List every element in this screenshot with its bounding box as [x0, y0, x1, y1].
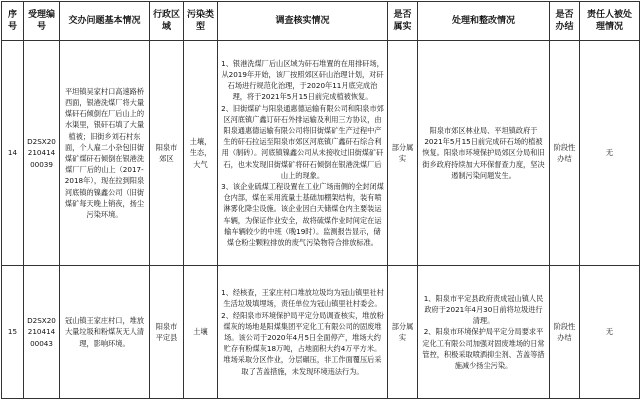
- cell-id: D2SX2021041400039: [24, 41, 60, 266]
- header-id: 受理编号: [24, 2, 60, 41]
- cell-accountable: 无: [580, 41, 640, 266]
- header-row: [2, 2, 640, 41]
- table-row: [2, 266, 640, 399]
- investigation-item: 1、银港洗煤厂后山区域为矸石堆置的在用排矸场，从2019年开始，该厂按照郊区矸山治理计划，对矸石场进行规范化治理，于2020年11月底完成治理，将于2021年5月15日前完成植被恢复。: [221, 58, 384, 102]
- header-handling: 处理和整改情况: [418, 2, 550, 41]
- cell-handling: 阳泉市郊区林业局、平坦镇政府于2021年5月15日前完成矸石场的植被恢复。阳泉市环境保护局郊区分局和旧街乡政府持续加大环保督查力度，坚决遏制污染问题发生。: [418, 41, 550, 266]
- investigation-item: 1、经核查，王家庄村口堆放垃圾均为冠山镇里社村生活垃圾填埋场，责任单位为冠山镇里社村委会。: [221, 288, 384, 309]
- cell-verified: 部分属实: [388, 266, 418, 399]
- cell-pollution: 土壤: [184, 266, 218, 399]
- investigation-item: 2、经阳泉市环境保护局平定分局调查核实，堆放粉煤灰的场地是阳煤集团平定化工有限公司的固废堆场。该公司于2020年4月5日全面停产，堆场大约贮存有粉煤灰18万吨，占地面积大约4万平方米。堆场采取分区作业，分层碾压，非工作面覆压后采取了苫盖措施，未发现环境违法行为。: [221, 310, 384, 376]
- investigation-item: 2、旧街煤矿与阳泉通惠德运输有限公司和阳泉市郊区河底镇广鑫订矸石外排运输及利用三方协议，由阳泉通惠德运输有限公司将旧街煤矿生产过程中产生的矸石拉运至阳泉市郊区河底镇广鑫矸石综合利用（制砖）。河底镇镍鑫公司从未接收过旧街煤矿矸石，也未发现旧街煤矿将矸石倾倒在银港洗煤厂后山上的现象。: [221, 103, 384, 180]
- cell-pollution: 土壤，生态，大气: [184, 41, 218, 266]
- header-pollution: 污染类型: [184, 2, 218, 41]
- table-row: [2, 41, 640, 266]
- cell-region: 阳泉市平定县: [150, 266, 184, 399]
- header-summary: 交办问题基本情况: [60, 2, 150, 41]
- header-region: 行政区域: [150, 2, 184, 41]
- cell-id: D2SX2021041400043: [24, 266, 60, 399]
- cell-investigation: [218, 266, 388, 399]
- cell-seq: 15: [2, 266, 24, 399]
- cell-closed: 阶段性办结: [550, 41, 580, 266]
- header-closed: 是否办结: [550, 2, 580, 41]
- cell-closed: 阶段性办结: [550, 266, 580, 399]
- cell-verified: 部分属实: [388, 41, 418, 266]
- cell-region: 阳泉市郊区: [150, 41, 184, 266]
- complaint-table: [1, 1, 640, 399]
- handling-item: 2、阳泉市环境保护局平定分局要求平定化工有限公司加强对固废堆场的日常管控，积极采取喷洒抑尘剂、苫盖等措施减少扬尘污染。: [422, 327, 545, 370]
- cell-handling: [418, 266, 550, 399]
- cell-accountable: 无: [580, 266, 640, 399]
- cell-summary: 冠山镇王家庄村口，堆放大量垃圾和粉煤灰无人清理，影响环境。: [60, 266, 150, 399]
- cell-investigation: [218, 41, 388, 266]
- header-investigation: 调查核实情况: [218, 2, 388, 41]
- handling-item: 1、阳泉市平定县政府责成冠山镇人民政府于2021年4月30日前将垃圾进行清理。: [423, 293, 544, 326]
- header-accountable: 责任人被处理情况: [580, 2, 640, 41]
- header-seq: 序号: [2, 2, 24, 41]
- cell-summary: 平坦镇吴家村口高速路桥西面，银港洗煤厂将大量煤矸石倾倒在厂后山上的水渠里，银矸石填了大量植被；旧街乡刘石村东面，个人雇二小杂包旧街煤矿煤矸石倾倒在银港洗煤厂厂后的山上（2017-2018年），现在拉到阳泉河底镇的镍鑫公司（旧街煤矿每天晚上销夜，扬尘污染环境。: [60, 41, 150, 266]
- investigation-item: 3、该企业硫煤工程设置在工业广场南侧的全封闭煤仓内部，煤在采用流量土基础加棚架结构，装有喷淋雾化降尘设施。该企业因白天储煤仓内主要装运车辆，为保证作业安全，故将硫煤作业时间定在运输车辆较少的中班（晚19时）。监测报告显示，储煤仓粉尘颗粒排放的废气污染物符合排放标准。: [221, 182, 384, 248]
- cell-seq: 14: [2, 41, 24, 266]
- header-verified: 是否属实: [388, 2, 418, 41]
